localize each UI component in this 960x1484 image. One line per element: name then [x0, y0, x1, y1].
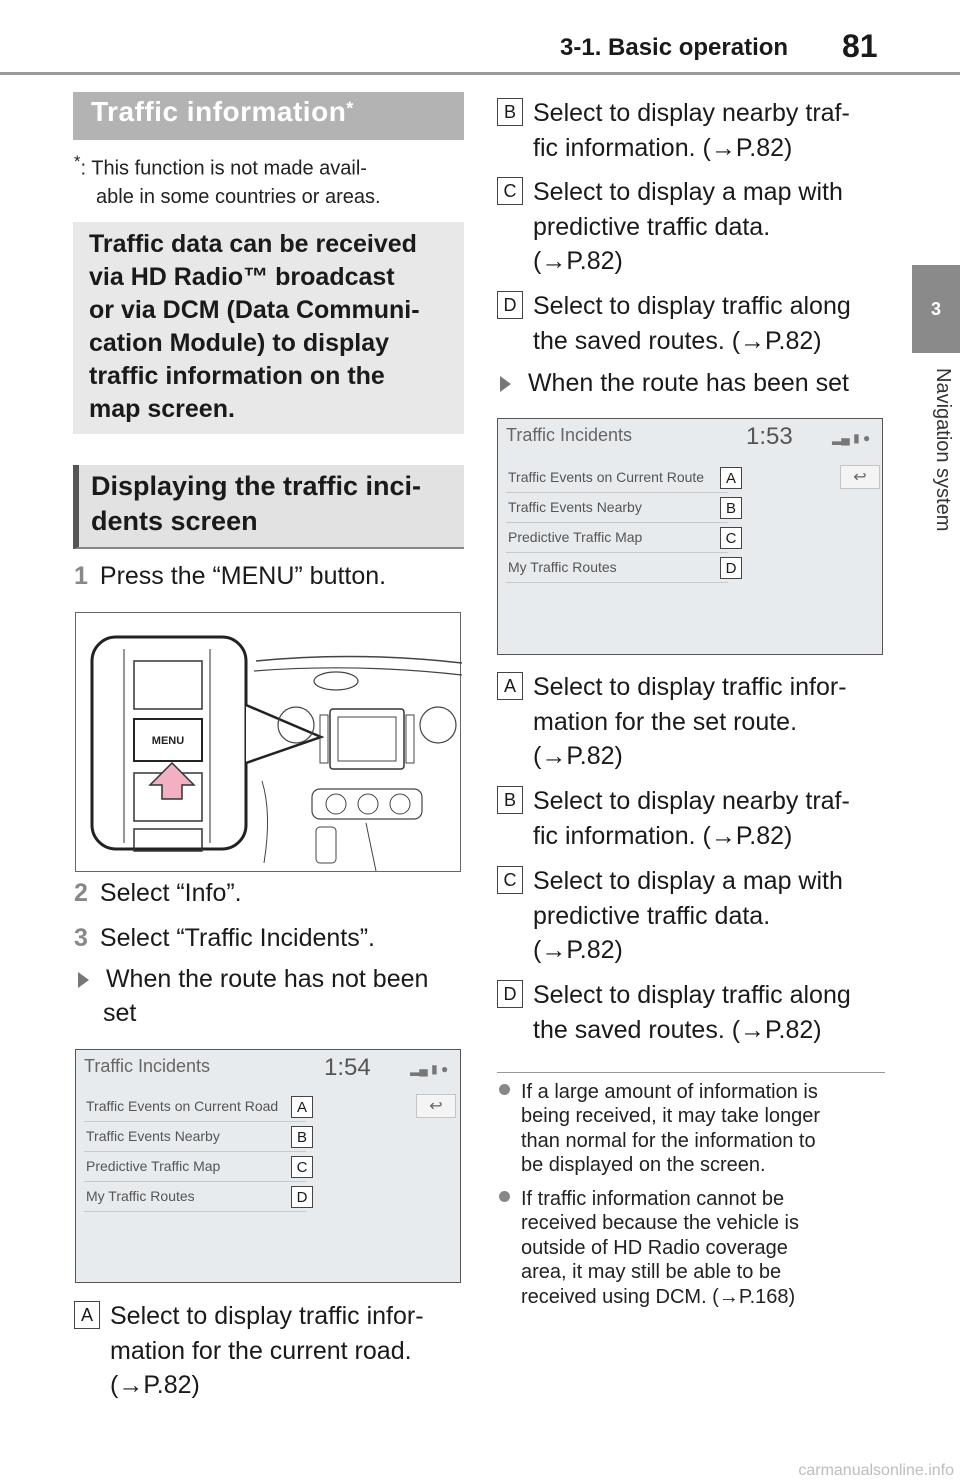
- notes-divider: [497, 1072, 885, 1073]
- note-2: If traffic information cannot be received because the vehicle is outside of HD Radio coverage area, it may still be able to be received using DCM. (→P.168): [499, 1187, 899, 1317]
- bullet-dot-icon: [499, 1191, 510, 1202]
- back-icon[interactable]: ↩: [840, 465, 880, 489]
- badge-a: A: [291, 1096, 313, 1118]
- badge-b: B: [497, 98, 523, 126]
- traffic-incidents-screen-not-set: Traffic Incidents 1:54 ▂▄ ▮ ● Traffic Events on Current Road Traffic Events Nearby Predictive Traffic Map My Traffic Routes A B C D ↩: [75, 1049, 461, 1283]
- desc-set-d: D Select to display traffic along the saved routes. (→P.82): [497, 978, 897, 1058]
- desc-set-b: B Select to display nearby traf- fic information. (→P.82): [497, 784, 897, 864]
- note-1: If a large amount of information is being received, it may take longer than normal for the information to be displayed on the screen.: [499, 1080, 899, 1180]
- desc-not-set-d: D Select to display traffic along the saved routes. (→P.82): [497, 289, 897, 369]
- badge-a: A: [720, 467, 742, 489]
- status-icons: ▂▄ ▮ ●: [410, 1062, 449, 1076]
- badge-d: D: [291, 1186, 313, 1208]
- section-title-traffic-information: Traffic information*: [73, 92, 464, 140]
- watermark: carmanualsonline.info: [798, 1462, 954, 1479]
- bullet-dot-icon: [499, 1084, 510, 1095]
- badge-b: B: [720, 497, 742, 519]
- running-header: 3-1. Basic operation: [560, 34, 789, 61]
- triangle-bullet-icon: [500, 376, 511, 392]
- step-1: 1 Press the “MENU” button.: [74, 562, 387, 590]
- traffic-incidents-screen-set: Traffic Incidents 1:53 ▂▄ ▮ ● Traffic Events on Current Route Traffic Events Nearby Predictive Traffic Map My Traffic Routes A B C D ↩: [497, 418, 883, 655]
- badge-c: C: [291, 1156, 313, 1178]
- chapter-tab-label: Navigation system: [932, 368, 954, 532]
- chapter-tab-number: 3: [912, 265, 960, 353]
- svg-text:MENU: MENU: [151, 735, 185, 747]
- screen1-row-d[interactable]: My Traffic Routes: [84, 1182, 306, 1212]
- screen2-row-b[interactable]: Traffic Events Nearby: [506, 493, 728, 523]
- desc-not-set-c: C Select to display a map with predictive traffic data. (→P.82): [497, 175, 897, 285]
- desc-set-a: A Select to display traffic infor- mation for the set route. (→P.82): [497, 670, 897, 780]
- section-title-displaying-incidents: Displaying the traffic inci- dents screen: [73, 465, 464, 549]
- case-route-not-set: When the route has not been set: [78, 963, 428, 1031]
- screen2-row-c[interactable]: Predictive Traffic Map: [506, 523, 728, 553]
- badge-c: C: [497, 866, 523, 894]
- screen1-row-c[interactable]: Predictive Traffic Map: [84, 1152, 306, 1182]
- footnote: *: This function is not made avail- able in some countries or areas.: [74, 152, 381, 208]
- badge-b: B: [497, 786, 523, 814]
- dashboard-drawing: [76, 613, 462, 873]
- case-route-set: When the route has been set: [500, 367, 849, 401]
- screen2-row-a[interactable]: Traffic Events on Current Route: [506, 463, 728, 493]
- badge-d: D: [720, 557, 742, 579]
- screen1-row-a[interactable]: Traffic Events on Current Road: [84, 1092, 306, 1122]
- badge-c: C: [720, 527, 742, 549]
- desc-set-c: C Select to display a map with predictive traffic data. (→P.82): [497, 864, 897, 974]
- page-number: 81: [842, 28, 878, 64]
- status-icons: ▂▄ ▮ ●: [832, 431, 871, 445]
- desc-not-set-a: A Select to display traffic infor- mation for the current road. (→P.82): [74, 1299, 474, 1409]
- screen2-row-d[interactable]: My Traffic Routes: [506, 553, 728, 583]
- desc-not-set-b: B Select to display nearby traf- fic information. (→P.82): [497, 96, 897, 176]
- badge-d: D: [497, 980, 523, 1008]
- screen1-row-b[interactable]: Traffic Events Nearby: [84, 1122, 306, 1152]
- badge-c: C: [497, 177, 523, 205]
- badge-d: D: [497, 291, 523, 319]
- back-icon[interactable]: ↩: [416, 1094, 456, 1118]
- lead-text-box: Traffic data can be received via HD Radio™ broadcast or via DCM (Data Communi- cation Module) to display traffic information on the map screen.: [73, 222, 464, 434]
- step-2: 2 Select “Info”.: [74, 879, 242, 907]
- badge-a: A: [497, 672, 523, 700]
- badge-b: B: [291, 1126, 313, 1148]
- header-rule: [0, 72, 960, 75]
- badge-a: A: [74, 1301, 100, 1329]
- triangle-bullet-icon: [78, 972, 89, 988]
- step-3: 3 Select “Traffic Incidents”.: [74, 924, 376, 952]
- dashboard-illustration: [75, 612, 461, 872]
